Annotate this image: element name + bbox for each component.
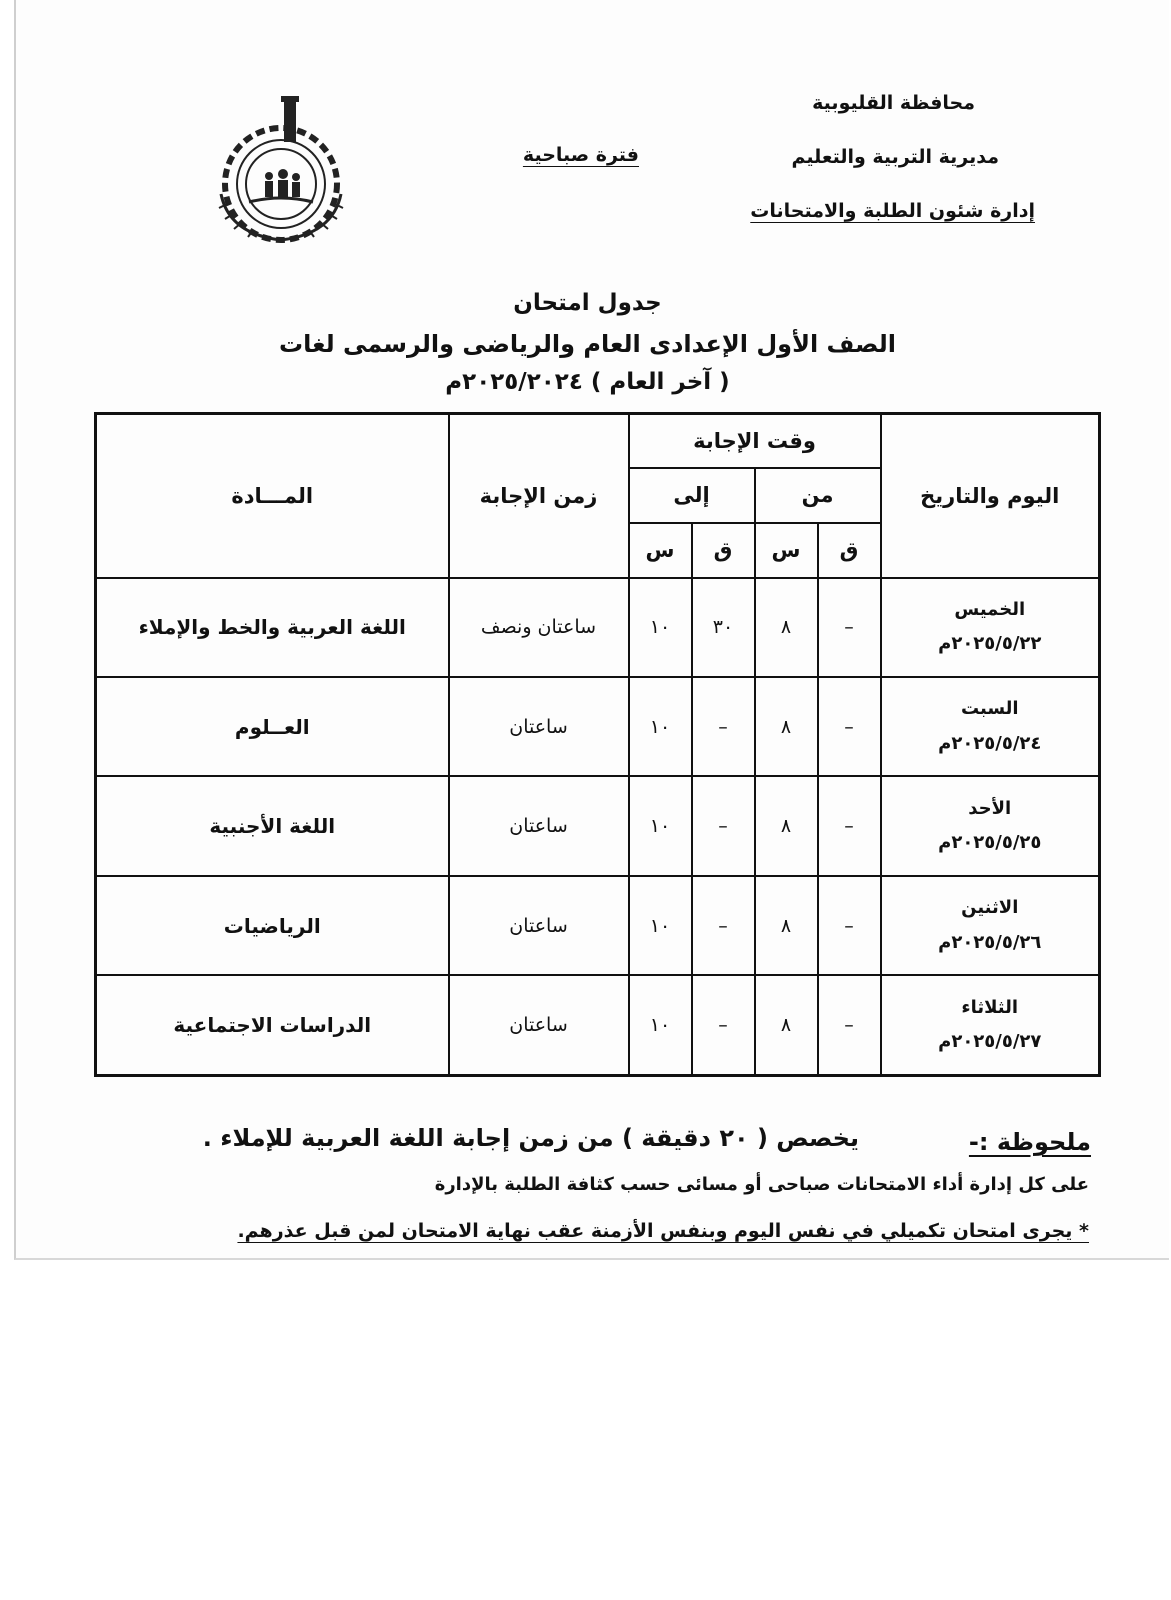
header-to: إلى [629,468,755,523]
from-hour-cell: ٨ [755,876,818,975]
subject-cell: العــلوم [96,677,449,776]
duration-cell: ساعتان [449,975,629,1075]
day-name: السبت [960,698,1019,720]
header-from: من [755,468,881,523]
period-label: فترة صباحية [522,144,639,166]
day-date-cell [881,876,1100,975]
from-hour-cell: ٨ [755,975,818,1075]
to-hour-cell: ١٠ [629,975,692,1075]
from-hour-cell: ٨ [755,776,818,875]
table-row [96,578,1100,677]
from-minute-cell: – [818,578,881,677]
note-line-arabic-dictation: يخصص ( ٢٠ دقيقة ) من زمن إجابة اللغة العربية للإملاء . [202,1124,859,1152]
from-minute-cell: – [818,677,881,776]
to-hour-cell: ١٠ [629,876,692,975]
note-line-makeup-exam: * يجرى امتحان تكميلي في نفس اليوم وبنفس الأزمنة عقب نهاية الامتحان لمن قبل عذرهم. [237,1220,1089,1242]
subject-cell: الرياضيات [96,876,449,975]
exam-date: ٢٠٢٥/٥/٢٢م [938,633,1042,655]
day-name: الأحد [968,797,1012,819]
to-hour-cell: ١٠ [629,776,692,875]
duration-cell: ساعتان [449,776,629,875]
to-minute-cell: – [692,677,755,776]
day-name: الاثنين [961,897,1019,919]
to-minute-cell: – [692,876,755,975]
from-hour-cell: ٨ [755,677,818,776]
table-row [96,876,1100,975]
table-row [96,975,1100,1075]
exam-date: ٢٠٢٥/٥/٢٦م [938,931,1042,953]
exam-date: ٢٠٢٥/٥/٢٧م [938,1031,1042,1053]
note-label: ملحوظة :- [968,1128,1091,1156]
grade-title: الصف الأول الإعدادى العام والرياضى والرسمى لغات [278,330,897,358]
from-minute-cell: – [818,975,881,1075]
from-minute-cell: – [818,876,881,975]
duration-cell: ساعتان [449,876,629,975]
from-hour-cell: ٨ [755,578,818,677]
header-from-hour: س [755,523,818,578]
header-from-minute: ق [818,523,881,578]
document-title: جدول امتحان [513,290,662,316]
directorate-label: مديرية التربية والتعليم [791,146,999,168]
to-minute-cell: ٣٠ [692,578,755,677]
exam-date: ٢٠٢٥/٥/٢٥م [938,832,1042,854]
subject-cell: الدراسات الاجتماعية [96,975,449,1075]
table-row [96,776,1100,875]
subject-cell: اللغة الأجنبية [96,776,449,875]
exam-date: ٢٠٢٥/٥/٢٤م [938,732,1042,754]
exam-schedule-table [94,412,1101,1077]
to-hour-cell: ١٠ [629,677,692,776]
header-duration: زمن الإجابة [449,414,629,578]
day-name: الخميس [954,599,1026,621]
duration-cell: ساعتان ونصف [449,578,629,677]
header-day-date: اليوم والتاريخ [881,414,1100,578]
day-name: الثلاثاء [961,996,1019,1018]
header-to-hour: س [629,523,692,578]
day-date-cell [881,578,1100,677]
from-minute-cell: – [818,776,881,875]
header-answer-time: وقت الإجابة [629,414,881,468]
subject-cell: اللغة العربية والخط والإملاء [96,578,449,677]
governorate-label: محافظة القليوبية [812,92,975,114]
administration-label: إدارة شئون الطلبة والامتحانات [750,200,1035,222]
year-title: ( آخر العام ) ٢٠٢٥/٢٠٢٤م [445,369,730,395]
ministry-seal-logo [199,94,369,244]
to-minute-cell: – [692,975,755,1075]
to-hour-cell: ١٠ [629,578,692,677]
header-subject: المـــادة [96,414,449,578]
duration-cell: ساعتان [449,677,629,776]
day-date-cell [881,975,1100,1075]
to-minute-cell: – [692,776,755,875]
table-row [96,677,1100,776]
header-to-minute: ق [692,523,755,578]
note-line-morning-evening: على كل إدارة أداء الامتحانات صباحى أو مسائى حسب كثافة الطلبة بالإدارة [434,1174,1089,1195]
day-date-cell [881,677,1100,776]
day-date-cell [881,776,1100,875]
